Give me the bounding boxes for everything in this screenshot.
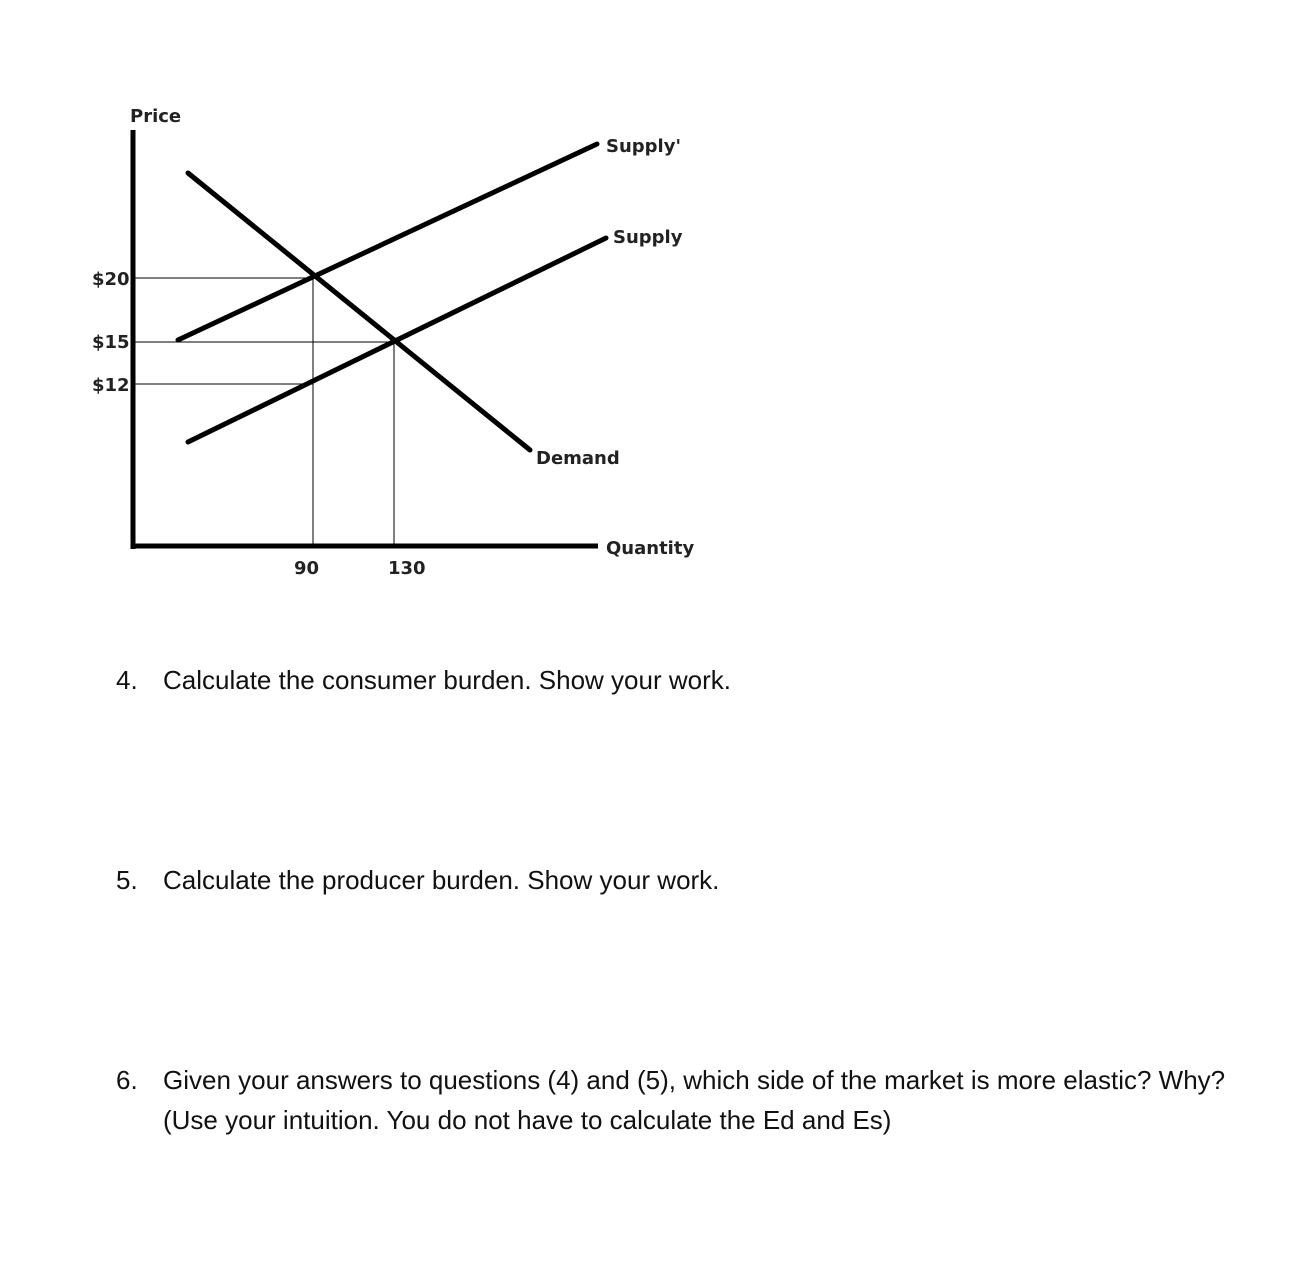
- supply-prime-line: [178, 144, 597, 340]
- supply-prime-label: Supply': [606, 136, 681, 157]
- price-tick-20: $20: [92, 269, 130, 290]
- question-text: Calculate the consumer burden. Show your work.: [163, 665, 731, 695]
- quantity-tick-130: 130: [388, 558, 426, 579]
- question-6: [116, 1060, 1263, 1140]
- demand-label: Demand: [536, 448, 620, 469]
- supply-demand-graph: [0, 0, 760, 600]
- question-number: 6.: [116, 1065, 138, 1095]
- quantity-tick-90: 90: [294, 558, 320, 579]
- price-axis-label: Price: [130, 106, 182, 127]
- question-4: [116, 660, 1263, 700]
- supply-label: Supply: [613, 227, 683, 248]
- question-text: Given your answers to questions (4) and (5), which side of the market is more elastic? Why? (Use your intuition. You do not have to calculate the Ed and Es): [163, 1065, 1226, 1135]
- question-number: 4.: [116, 665, 138, 695]
- price-tick-12: $12: [92, 375, 130, 396]
- question-text: Calculate the producer burden. Show your work.: [163, 865, 720, 895]
- quantity-axis-label: Quantity: [606, 538, 695, 559]
- question-number: 5.: [116, 865, 138, 895]
- question-5: [116, 860, 1263, 900]
- price-tick-15: $15: [92, 332, 130, 353]
